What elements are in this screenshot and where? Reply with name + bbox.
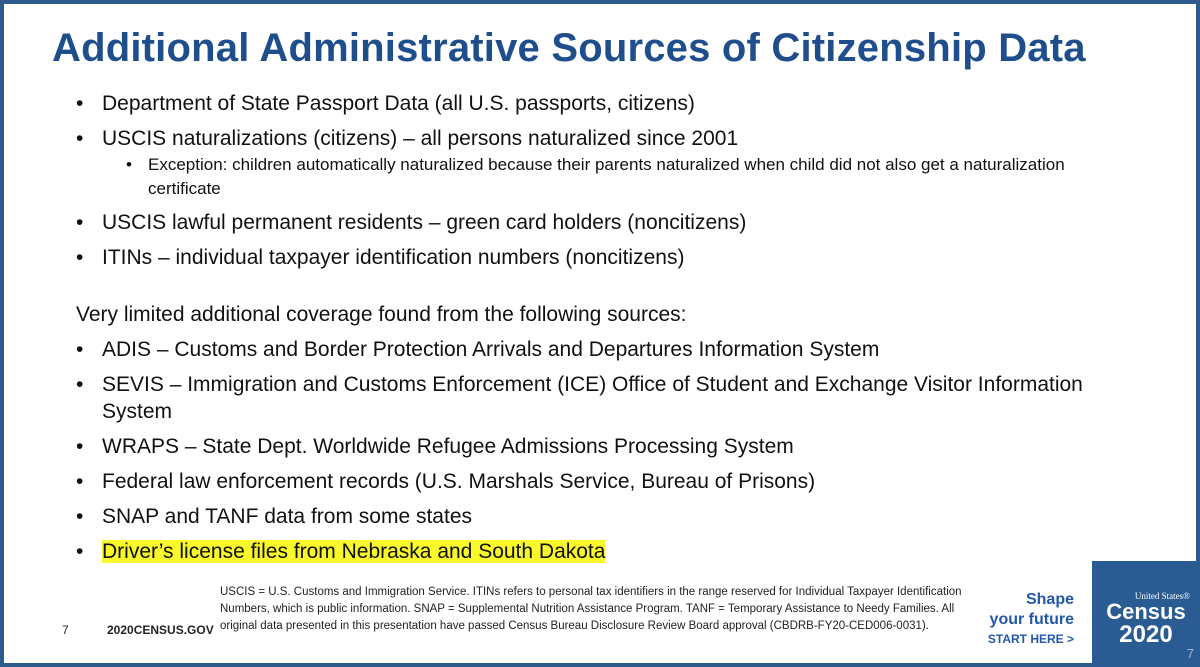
bullet-uscis-lpr: • USCIS lawful permanent residents – green card holders (noncitizens) [76, 209, 1126, 236]
start-here-link[interactable]: START HERE > [987, 632, 1074, 646]
slide-content [76, 88, 1126, 565]
lead-in-text: Very limited additional coverage found from the following sources: [76, 303, 687, 326]
bullet-adis: • ADIS – Customs and Border Protection Arrivals and Departures Information System [76, 336, 1126, 363]
census-2020-logo [1092, 561, 1200, 667]
slide-title: Additional Administrative Sources of Citizenship Data [52, 26, 1086, 70]
logo-year: 2020 [1119, 621, 1173, 648]
shape-your-future-callout[interactable] [982, 590, 1074, 648]
bullet-passport: • Department of State Passport Data (all U.S. passports, citizens) [76, 90, 1126, 117]
logo-page-number: 7 [1186, 646, 1194, 661]
logo-united-states: United States® [1134, 591, 1190, 601]
highlighted-text: Driver’s license files from Nebraska and South Dakota [102, 540, 606, 563]
bullet-federal-law: • Federal law enforcement records (U.S. Marshals Service, Bureau of Prisons) [76, 468, 1126, 495]
shape-line-2: your future [989, 611, 1074, 628]
footer-site-link[interactable]: 2020CENSUS.GOV [107, 623, 214, 637]
bullet-itins: • ITINs – individual taxpayer identification numbers (noncitizens) [76, 244, 1126, 271]
bullet-drivers-license [76, 538, 1126, 565]
bullet-sevis: • SEVIS – Immigration and Customs Enforcement (ICE) Office of Student and Exchange Visitor Information System [76, 371, 1126, 425]
bullet-wraps: • WRAPS – State Dept. Worldwide Refugee Admissions Processing System [76, 433, 1126, 460]
shape-line-1: Shape [1025, 591, 1074, 608]
bullet-snap-tanf: • SNAP and TANF data from some states [76, 503, 1126, 530]
sub-bullet-exception: • Exception: children automatically naturalized because their parents naturalized when child did not also get a naturalization certificate [76, 153, 1126, 201]
logo-census: Census [1106, 599, 1186, 624]
footer-page-number: 7 [62, 623, 69, 637]
footnote: USCIS = U.S. Customs and Immigration Service. ITINs refers to personal tax identifiers in the range reserved for Individual Taxpayer Identification Numbers, which is public information. SNAP = Supplemental Nutrition Assistance Program. TANF = Temporary Assistance to Needy Families. All original data presented in this presentation have passed Census Bureau Disclosure Review Board approval (CBDRB-FY20-CED006-0031). [220, 586, 962, 632]
bullet-uscis-naturalizations: • USCIS naturalizations (citizens) – all persons naturalized since 2001 [76, 125, 1126, 152]
